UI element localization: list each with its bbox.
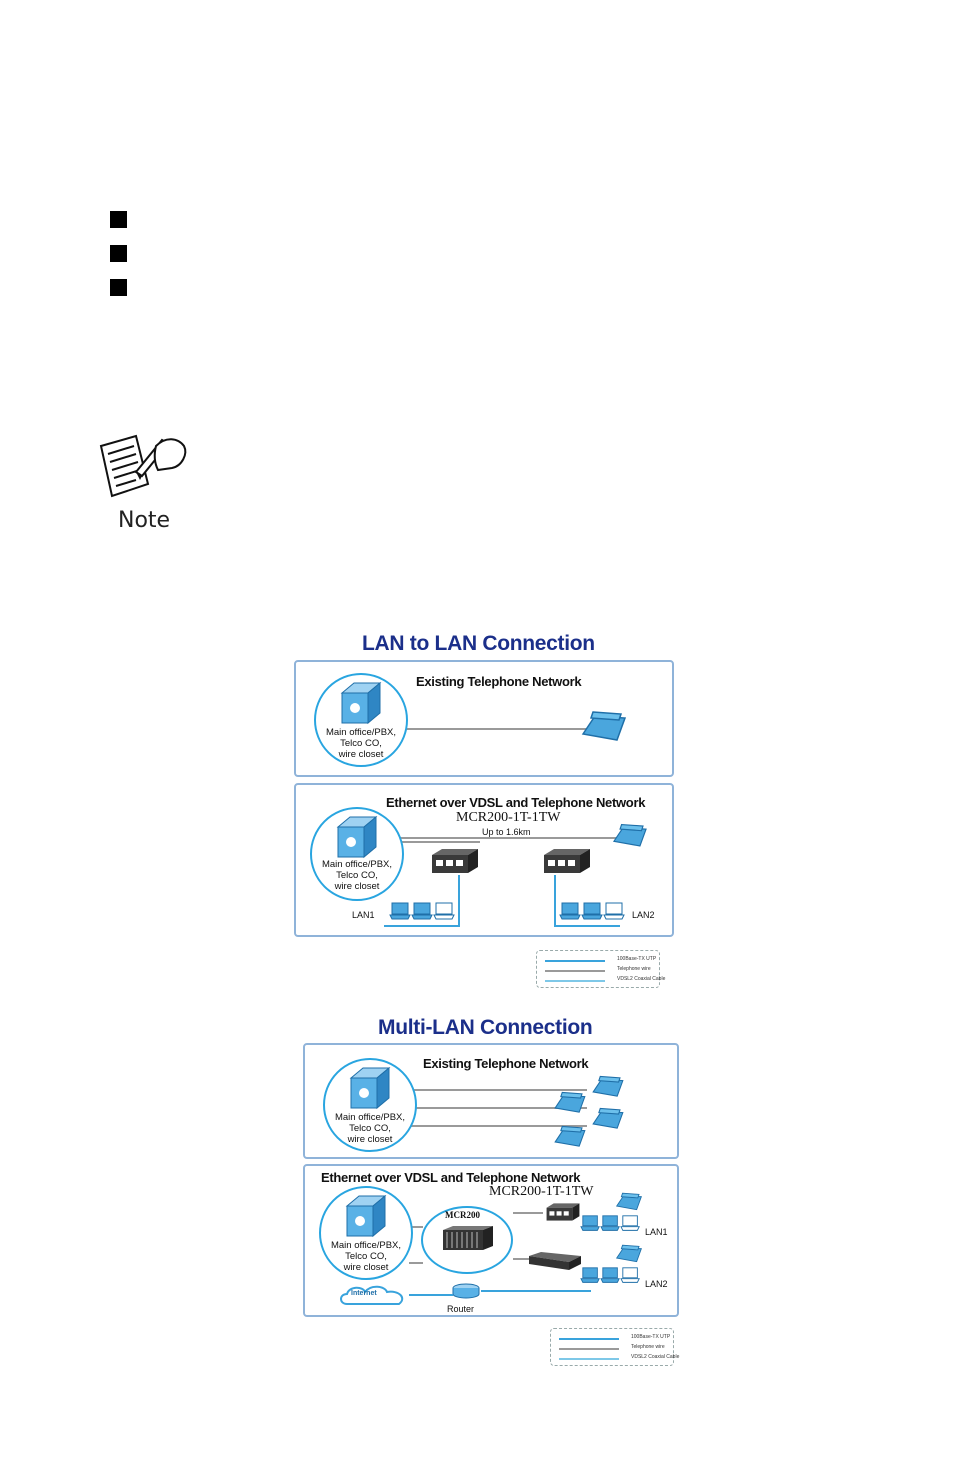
model-label: MCR200-1T-1TW — [489, 1184, 594, 1199]
telephone-icon — [615, 1244, 643, 1264]
location-label: Main office/PBX, Telco CO, wire closet — [321, 859, 393, 892]
laptops-lan2-icon — [581, 1266, 641, 1286]
telephone-icon — [591, 1107, 625, 1131]
telephone-wire — [400, 837, 628, 839]
utp-cable — [384, 925, 460, 927]
telephone-icon — [553, 1091, 587, 1115]
main-office-circle — [314, 673, 408, 767]
laptops-lan2-icon — [560, 901, 626, 923]
model-label: MCR200-1T-1TW — [456, 810, 561, 825]
distance-label: Up to 1.6km — [482, 827, 531, 837]
diagram2-title: Multi-LAN Connection — [378, 1016, 593, 1039]
laptops-lan1-icon — [581, 1214, 641, 1234]
bullet-square-1 — [110, 211, 127, 228]
panel-title: Ethernet over VDSL and Telephone Network — [321, 1170, 581, 1185]
lan1-label: LAN1 — [352, 910, 375, 920]
legend-coax: VDSL2 Coaxial Cable — [631, 1354, 680, 1360]
telephone-wire — [513, 1212, 543, 1214]
legend-utp: 100Base-TX UTP — [631, 1334, 671, 1340]
building-cube-icon — [347, 1066, 393, 1110]
chassis-icon — [441, 1224, 495, 1254]
diagram1-bottom-panel — [294, 783, 674, 937]
switch-icon — [527, 1250, 583, 1272]
main-office-circle — [319, 1186, 413, 1280]
note-pen-icon — [96, 432, 192, 504]
legend-coax: VDSL2 Coaxial Cable — [617, 976, 666, 982]
utp-cable — [554, 925, 620, 927]
utp-cable — [554, 875, 556, 927]
router-icon — [451, 1282, 481, 1300]
router-label: Router — [447, 1304, 475, 1314]
legend-telephone: Telephone wire — [617, 966, 651, 972]
telephone-icon — [581, 710, 627, 744]
lan2-label: LAN2 — [645, 1279, 668, 1289]
diagram1-title: LAN to LAN Connection — [362, 632, 595, 655]
panel-title: Ethernet over VDSL and Telephone Network — [386, 795, 646, 810]
diagram2-legend — [550, 1328, 680, 1366]
vdsl-converter-icon — [543, 1202, 583, 1222]
legend-utp: 100Base-TX UTP — [617, 956, 657, 962]
laptops-lan1-icon — [390, 901, 456, 923]
note-label: Note — [118, 508, 171, 533]
location-label: Main office/PBX, Telco CO, wire closet — [334, 1112, 406, 1145]
telephone-icon — [612, 823, 648, 849]
panel-title: Existing Telephone Network — [416, 674, 582, 689]
location-label: Main office/PBX, Telco CO, wire closet — [325, 727, 397, 760]
mcr200-chassis-circle — [421, 1206, 513, 1274]
building-cube-icon — [343, 1194, 389, 1238]
bullet-square-2 — [110, 245, 127, 262]
telephone-icon — [591, 1075, 625, 1099]
diagram1-legend — [536, 950, 666, 988]
telephone-icon — [553, 1125, 587, 1149]
chassis-label: MCR200 — [445, 1210, 480, 1220]
lan1-label: LAN1 — [645, 1227, 668, 1237]
location-label: Main office/PBX, Telco CO, wire closet — [330, 1240, 402, 1273]
internet-label: Internet — [351, 1290, 377, 1297]
diagram2-top-panel — [303, 1043, 679, 1159]
telephone-wire — [478, 841, 480, 843]
telephone-wire — [400, 841, 480, 843]
utp-cable — [409, 1294, 453, 1296]
utp-cable — [458, 875, 460, 927]
legend-telephone: Telephone wire — [631, 1344, 665, 1350]
utp-cable — [481, 1290, 591, 1292]
main-office-circle — [323, 1058, 417, 1152]
vdsl-converter-icon — [542, 847, 592, 875]
main-office-circle — [310, 807, 404, 901]
telephone-icon — [615, 1192, 643, 1212]
building-cube-icon — [334, 815, 380, 859]
diagram1-top-panel — [294, 660, 674, 777]
lan2-label: LAN2 — [632, 910, 655, 920]
panel-title: Existing Telephone Network — [423, 1056, 589, 1071]
diagram2-bottom-panel — [303, 1164, 679, 1317]
vdsl-converter-icon — [430, 847, 480, 875]
bullet-square-3 — [110, 279, 127, 296]
telephone-wire — [409, 1262, 423, 1264]
building-cube-icon — [338, 681, 384, 725]
telephone-wire — [406, 728, 602, 730]
